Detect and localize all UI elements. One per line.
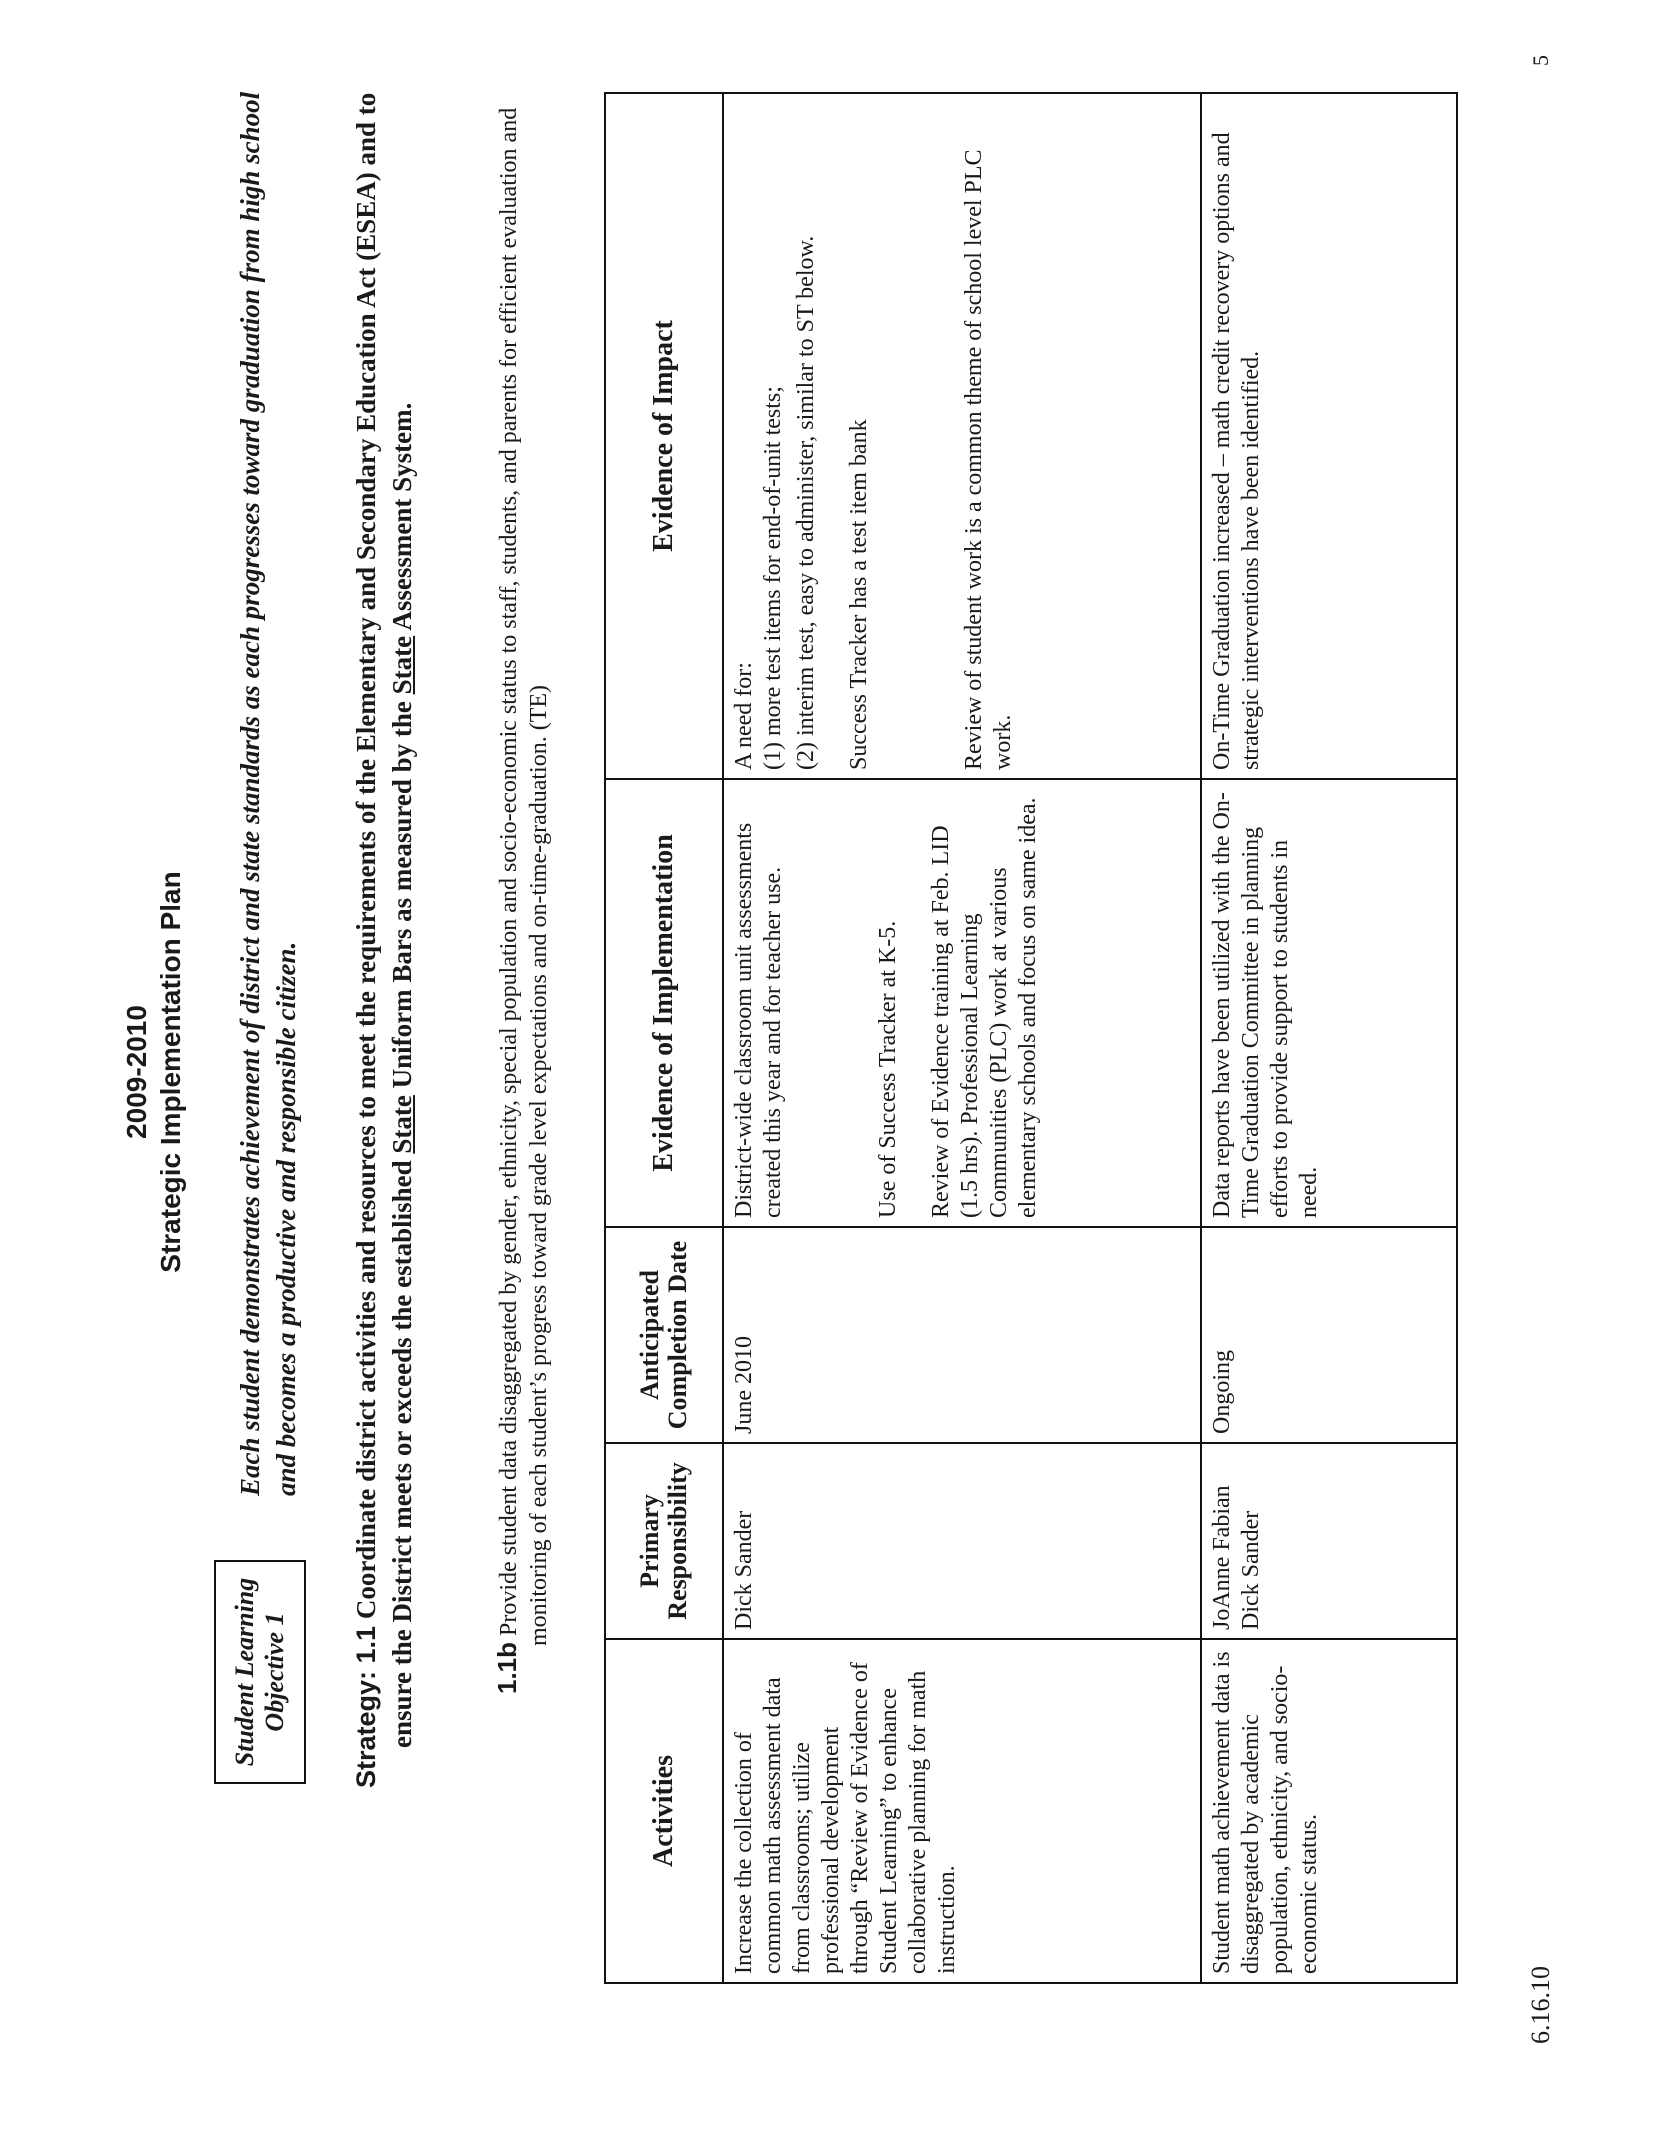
implementation-item: Review of Evidence training at Feb. LID (1.5 hrs). Professional Learning Communities (PLC) work at various elementary schools and focus on same idea. (928, 797, 1041, 1218)
strategy-underlined-state-2: State (387, 635, 417, 695)
responsible-person: Dick Sander (1238, 1510, 1264, 1630)
implementation-table (604, 92, 1458, 1984)
impact-item: (2) interim test, easy to administer, similar to ST below. (793, 235, 819, 770)
page-number: 5 (1528, 55, 1553, 66)
activity-cell: Increase the collection of common math assessment data from classrooms; utilize professional development through “Review of Evidence of Student Learning” to enhance collaborative planning for math instruction. (723, 1639, 1201, 1983)
implementation-item: Use of Success Tracker at K-5. (875, 920, 901, 1218)
responsible-person: JoAnne Fabian (1209, 1485, 1235, 1630)
responsibility-cell (1201, 1443, 1457, 1639)
header-impact: Evidence of Impact (605, 93, 723, 779)
impact-item: Review of student work is a common theme of school level PLC work. (961, 149, 1016, 770)
implementation-item: District-wide classroom unit assessments created this year and for teacher use. (731, 822, 786, 1218)
impact-item: On-Time Graduation increased – math credit recovery options and strategic interventions have been identified. (1209, 132, 1264, 770)
responsibility-cell (723, 1443, 1201, 1639)
completion-cell: June 2010 (723, 1227, 1201, 1443)
implementation-item: Data reports have been utilized with the On-Time Graduation Committee in planning efforts to provide support to students in need. (1209, 792, 1322, 1218)
header-responsibility: Primary Responsibility (605, 1443, 723, 1639)
objective-label-box (214, 1560, 306, 1784)
strategy-underlined-state-1: State (387, 1095, 417, 1154)
table-row (1201, 93, 1457, 1983)
substrategy-number: 1.1b (492, 1641, 522, 1694)
table-row (723, 93, 1201, 1983)
implementation-cell (723, 779, 1201, 1227)
impact-cell (1201, 93, 1457, 779)
plan-title: Strategic Implementation Plan (155, 871, 186, 1273)
responsible-person: Dick Sander (731, 1510, 757, 1630)
implementation-cell (1201, 779, 1457, 1227)
header-completion: Anticipated Completion Date (605, 1227, 723, 1443)
objective-label: Student Learning Objective 1 (230, 1577, 289, 1767)
plan-year: 2009-2010 (121, 1005, 152, 1139)
activity-cell: Student math achievement data is disaggregated by academic population, ethnicity, and socio-economic status. (1201, 1639, 1457, 1983)
impact-item: A need for: (731, 662, 757, 770)
impact-cell (723, 93, 1201, 779)
substrategy-statement (492, 6, 554, 1694)
page-date: 6.16.10 (1526, 1966, 1555, 2044)
completion-cell: Ongoing (1201, 1227, 1457, 1443)
impact-item: (1) more test items for end-of-unit tests; (760, 386, 786, 770)
strategy-label: Strategy: 1.1 (351, 1625, 381, 1788)
strategy-text-before: Coordinate district activities and resources to meet the requirements of the Elementary and Secondary Education Act (ESEA) and to ensure the District meets or exceeds the established (351, 92, 417, 1748)
strategy-statement (348, 18, 420, 1788)
strategy-text-middle: Uniform Bars as measured by the (387, 701, 417, 1089)
impact-item: Success Tracker has a test item bank (846, 419, 872, 770)
strategy-text-after: Assessment System. (387, 402, 417, 631)
header-implementation: Evidence of Implementation (605, 779, 723, 1227)
title-block (120, 0, 188, 2144)
substrategy-text: Provide student data disaggregated by gender, ethnicity, special population and socio-economic status to staff, students, and parents for efficient evaluation and monitoring of each student’s progress toward grade level expectations and on-time-graduation. (TE) (496, 107, 552, 1646)
table-header-row (605, 93, 723, 1983)
header-activities: Activities (605, 1639, 723, 1983)
objective-statement: Each student demonstrates achievement of district and state standards as each progresses toward graduation from high school and becomes a productive and responsible citizen. (235, 91, 301, 1496)
